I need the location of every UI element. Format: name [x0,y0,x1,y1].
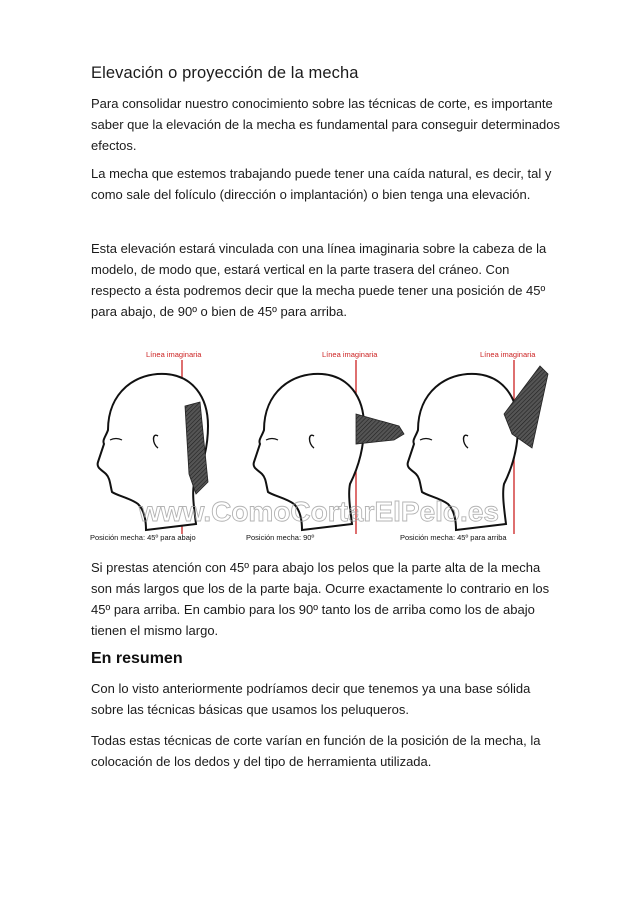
line-label: Línea imaginaria [146,350,202,359]
panel-caption: Posición mecha: 45º para arriba [400,533,507,542]
paragraph-natural-fall: La mecha que estemos trabajando puede tener una caída natural, es decir, tal y como sale del folículo (dirección o implantación) o bien tenga una elevación. [91,166,552,202]
paragraph-observation: Si prestas atención con 45º para abajo los pelos que la parte alta de la mecha son más largos que los de la parte baja. Ocurre exactamente lo contrario en los 45º para arriba. En cambio para los 90º tanto los de arriba como los de abajo tienen el mismo largo. [91,560,550,638]
paragraph-elevation: Esta elevación estará vinculada con una línea imaginaria sobre la cabeza de la modelo, de modo que, estará vertical en la parte trasera del cráneo. Con respecto a ésta podremos decir que la mecha puede tener una posición de 45º para abajo, de 90º o bien de 45º para arriba. [91,241,547,319]
head-elevation-illustration [88,344,550,544]
line-label: Línea imaginaria [322,350,378,359]
panel-caption: Posición mecha: 90º [246,533,315,542]
document-title: Elevación o proyección de la mecha [91,64,359,82]
hair-strand [356,414,404,444]
paragraph-summary-1: Con lo visto anteriormente podríamos decir que tenemos ya una base sólida sobre las técnicas básicas que usamos los peluqueros. [91,681,531,717]
paragraph-summary-2: Todas estas técnicas de corte varían en función de la posición de la mecha, la colocación de los dedos y del tipo de herramienta utilizada. [91,733,541,769]
head-elevation-figure [88,344,550,544]
panel-caption: Posición mecha: 45º para abajo [90,533,196,542]
watermark: www.ComoCortarElPelo.es [139,496,499,527]
line-label: Línea imaginaria [480,350,536,359]
paragraph-intro: Para consolidar nuestro conocimiento sobre las técnicas de corte, es importante saber que la elevación de la mecha es fundamental para conseguir determinados efectos. [91,96,561,153]
summary-heading: En resumen [91,650,183,667]
